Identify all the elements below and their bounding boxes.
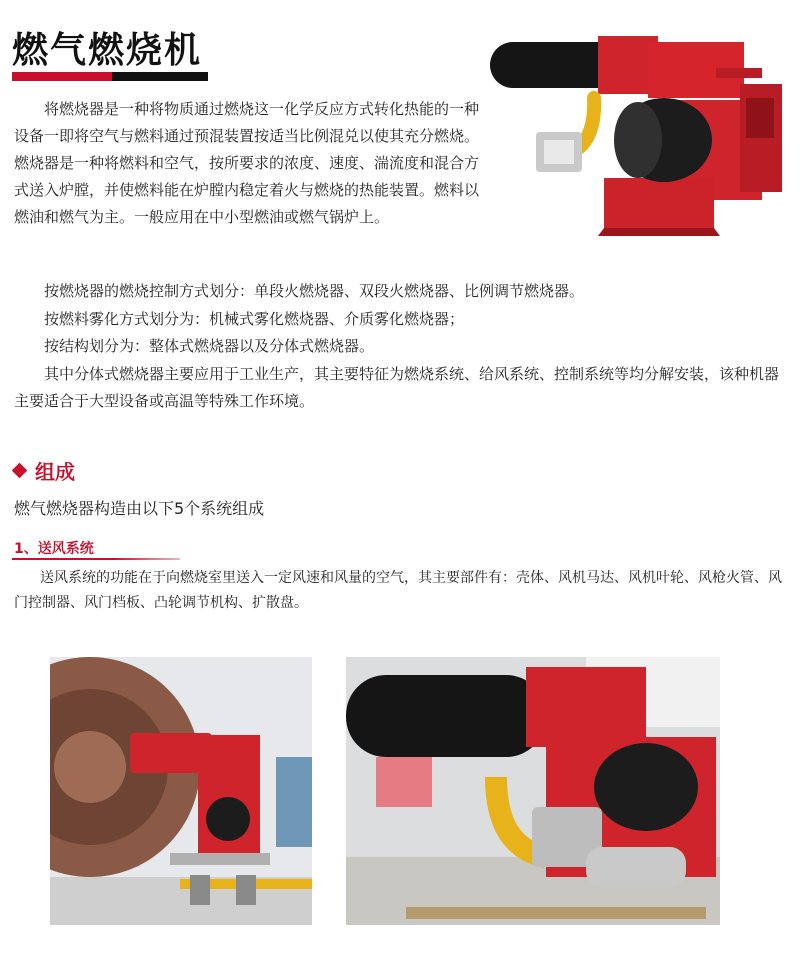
subsection-heading: 1、送风系统: [14, 541, 94, 557]
classification-list: [14, 278, 790, 416]
classification-structure: 按结构划分为：整体式燃烧器以及分体式燃烧器。: [44, 337, 375, 355]
diamond-bullet-icon: [12, 463, 28, 479]
burner-closeup-photo: [346, 657, 720, 925]
title-underline: [12, 72, 208, 81]
installed-burner-photo: [50, 657, 312, 925]
classification-control: 按燃烧器的燃烧控制方式划分：单段火燃烧器、双段火燃烧器、比例调节燃烧器。: [44, 282, 585, 300]
burner-product-image: [488, 28, 784, 238]
section-heading: [14, 456, 75, 485]
classification-atomization: 按燃料雾化方式划分为：机械式雾化燃烧器、介质雾化燃烧器；: [44, 309, 465, 328]
classification-split-type: 其中分体式燃烧器主要应用于工业生产，其主要特征为燃烧系统、给风系统、控制系统等均分解安装，该种机器主要适合于大型设备或高温等特殊工作环境。: [14, 364, 780, 410]
page-title: 燃气燃烧机: [12, 30, 203, 71]
subsection-description: 送风系统的功能在于向燃烧室里送入一定风速和风量的空气，其主要部件有：壳体、风机马达、风机叶轮、风枪火管、风门控制器、风门档板、凸轮调节机构、扩散盘。: [14, 570, 782, 611]
intro-paragraph: 将燃烧器是一种将物质通过燃烧这一化学反应方式转化热能的一种设备一即将空气与燃料通过预混装置按适当比例混兑以使其充分燃烧。燃烧器是一种将燃料和空气，按所要求的浓度、速度、湍流度和混合方式送入炉膛，并使燃料能在炉膛内稳定着火与燃烧的热能装置。燃料以燃油和燃气为主。一般应用在中小型燃油或燃气锅炉上。: [14, 100, 480, 226]
section-title: 组成: [35, 460, 75, 484]
subsection-underline: [12, 558, 180, 560]
section-subtitle: 燃气燃烧器构造由以下5个系统组成: [14, 499, 265, 518]
